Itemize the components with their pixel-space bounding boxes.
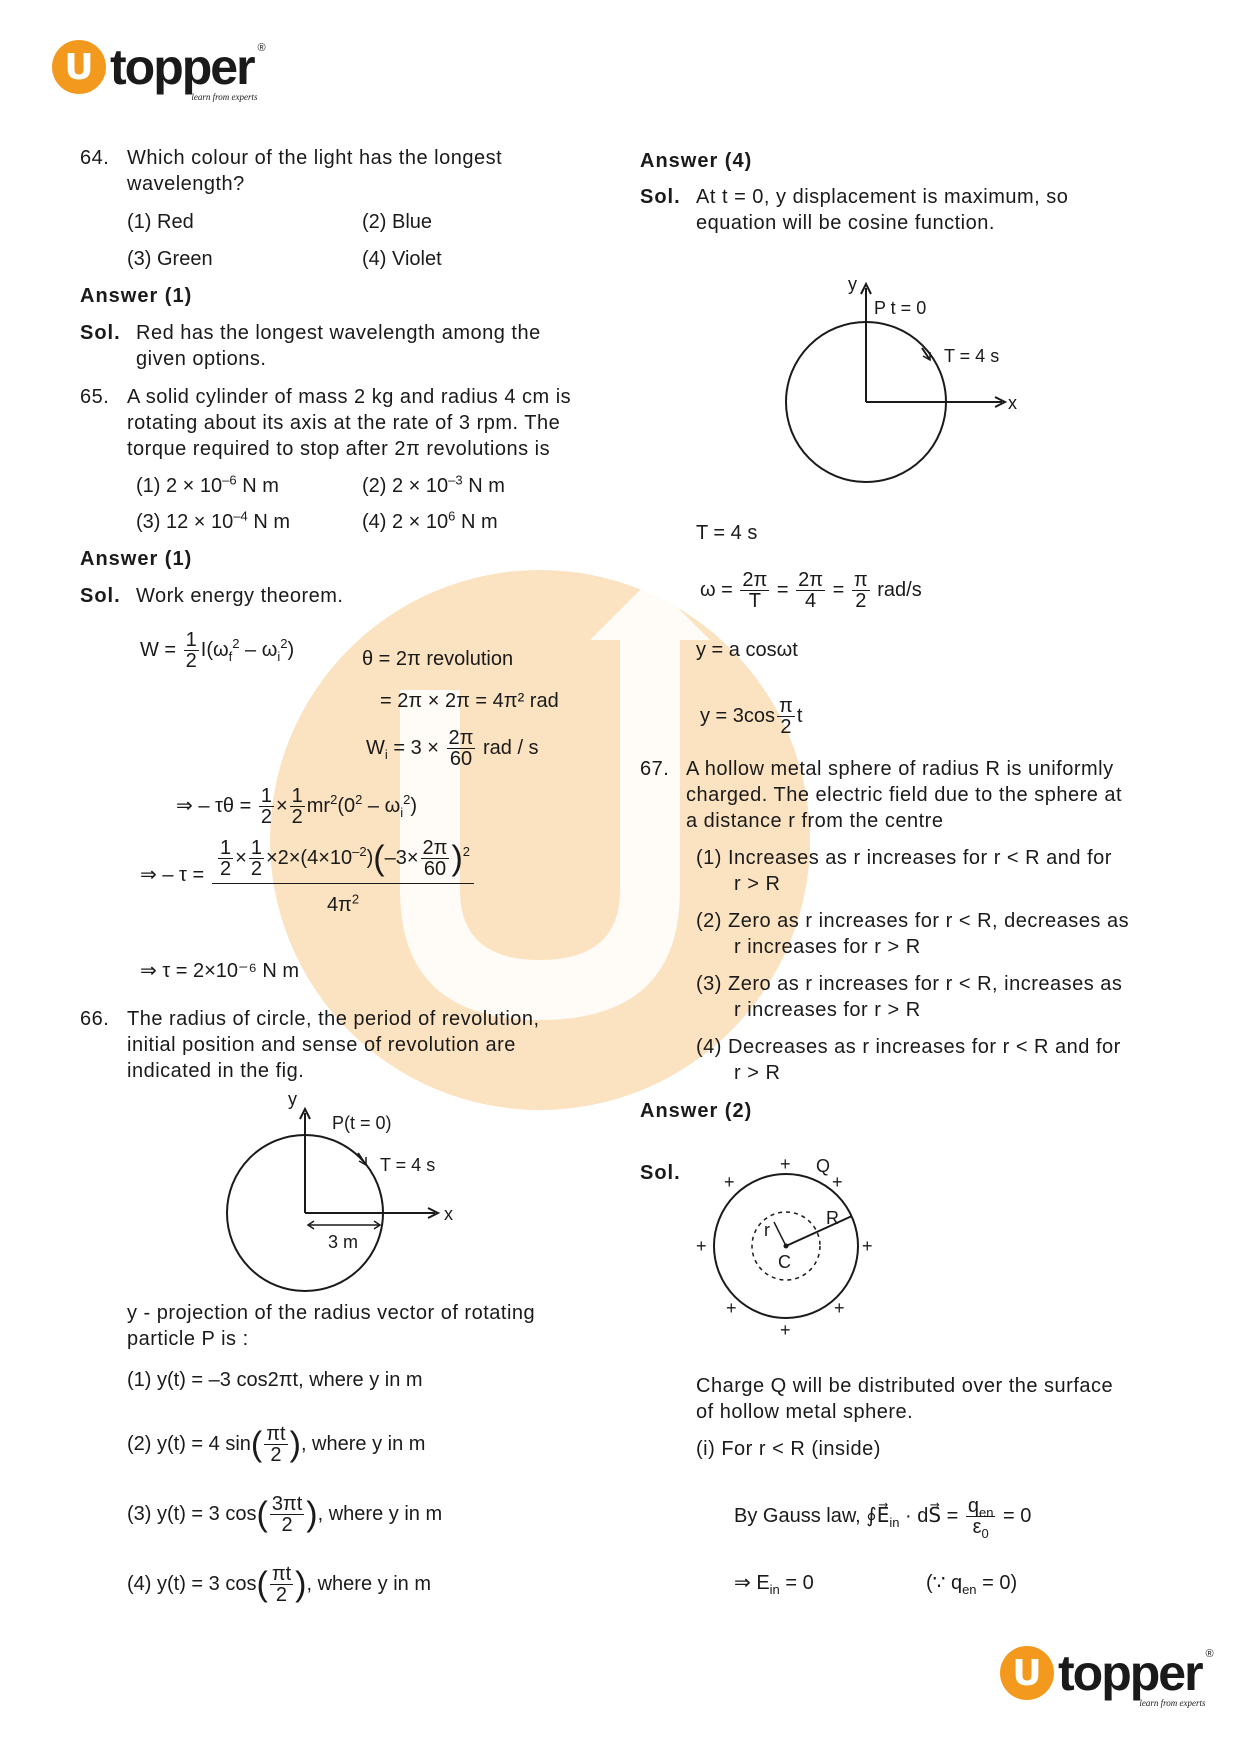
- q66-sol-fig-t-label: T = 4 s: [944, 346, 1000, 366]
- charge-line2: of hollow metal sphere.: [696, 1401, 914, 1423]
- q66-option-4: (4) y(t) = 3 cos( $\frac{\pi t}{2}$ ), where y in m: [127, 1563, 431, 1606]
- q67-text-line1: A hollow metal sphere of radius R is uniformly: [686, 758, 1114, 780]
- period-value: T = 4 s: [696, 522, 758, 544]
- case-inside: (i) For r < R (inside): [696, 1438, 881, 1460]
- q64-text-line2: wavelength?: [127, 173, 245, 195]
- q66-sol-fig-y-label: y: [848, 274, 857, 294]
- torque-result: ⇒ τ = 2×10⁻⁶ N m: [140, 960, 300, 982]
- q67-sol-label: Sol.: [640, 1162, 681, 1184]
- q64-option-1: (1) Red: [127, 211, 194, 233]
- brand-word: topper: [110, 39, 254, 95]
- q66-fig-x-label: x: [444, 1204, 453, 1224]
- q67-option-4b: r > R: [734, 1062, 781, 1084]
- torque-equation-step1: ⇒ – τθ = $\frac{1}{2}$ × $\frac{1}{2}$ $mr^2(0^2 - \omega_i^2)$: [176, 785, 417, 828]
- charge-line1: Charge Q will be distributed over the surface: [696, 1375, 1114, 1397]
- q64-option-3: (3) Green: [127, 248, 213, 270]
- q67-option-1b: r > R: [734, 873, 781, 895]
- q66-sol-circle-figure: [780, 270, 1040, 490]
- q66-answer: Answer (4): [640, 150, 753, 172]
- q67-fig-q-label: Q: [816, 1156, 831, 1176]
- q66-option-3: (3) y(t) = 3 cos( $\frac{3\pi t}{2}$ ), where y in m: [127, 1493, 443, 1536]
- gauss-law-equation: By Gauss law, $∮E⃗_{in}$ · dS⃗ = $\frac{q_{en}}{\varepsilon_0}$ = 0: [734, 1495, 1032, 1541]
- q64-option-2: (2) Blue: [362, 211, 433, 233]
- q66-circle-figure: [200, 1085, 480, 1325]
- q66-option-2: (2) y(t) = 4 sin( $\frac{\pi t}{2}$ ), where y in m: [127, 1423, 426, 1466]
- q67-option-3b: r increases for r > R: [734, 999, 921, 1021]
- q64-sol-label: Sol.: [80, 322, 121, 344]
- displacement-equation-2: y = 3cos $\frac{\pi}{2}$ t: [700, 695, 803, 738]
- q67-answer: Answer (2): [640, 1100, 753, 1122]
- q64-sol-line2: given options.: [136, 348, 267, 370]
- q64-number: 64.: [80, 147, 110, 169]
- q67-fig-plus-top-right: +: [832, 1172, 843, 1192]
- q66-fig-y-label: y: [288, 1089, 297, 1109]
- theta-line2: = 2π × 2π = 4π² rad: [380, 690, 559, 712]
- omega-equation: ω = $\frac{2\pi}{T}$ = $\frac{2\pi}{4}$ = $\frac{\pi}{2}$ rad/s: [700, 569, 922, 612]
- q65-option-4: (4) $2 \times 10^6$ N m: [362, 508, 498, 533]
- enclosed-charge-note: (∵ $q_{en} = 0$): [926, 1572, 1018, 1597]
- q66-number: 66.: [80, 1008, 110, 1030]
- q66-text-line1: The radius of circle, the period of revolution,: [127, 1008, 540, 1030]
- electric-field-inside: ⇒ $E_{in} = 0$: [734, 1572, 814, 1597]
- q67-number: 67.: [640, 758, 670, 780]
- q66-sol-line2: equation will be cosine function.: [696, 212, 995, 234]
- q65-option-1: (1) $2 \times 10^{-6}$ N m: [136, 472, 279, 497]
- q66-option-1: (1) y(t) = –3 cos2πt, where y in m: [127, 1369, 423, 1391]
- q66-sol-fig-p-label: P t = 0: [874, 298, 927, 318]
- q64-option-4: (4) Violet: [362, 248, 442, 270]
- q67-option-2a: (2) Zero as r increases for r < R, decreases as: [696, 910, 1130, 932]
- q66-sol-line1: At t = 0, y displacement is maximum, so: [696, 186, 1069, 208]
- displacement-equation-1: y = a cosωt: [696, 639, 798, 661]
- q65-text-line2: rotating about its axis at the rate of 3 rpm. The: [127, 412, 561, 434]
- q65-number: 65.: [80, 386, 110, 408]
- q67-fig-plus-bottom-right: +: [834, 1298, 845, 1318]
- q66-fig-p-label: P(t = 0): [332, 1113, 392, 1133]
- q67-option-1a: (1) Increases as r increases for r < R and for: [696, 847, 1112, 869]
- q66-sol-fig-x-label: x: [1008, 393, 1017, 413]
- q67-sphere-figure: [690, 1150, 890, 1350]
- q66-sol-label: Sol.: [640, 186, 681, 208]
- q66-proj-line1: y - projection of the radius vector of rotating: [127, 1302, 536, 1324]
- q65-text-line1: A solid cylinder of mass 2 kg and radius 4 cm is: [127, 386, 572, 408]
- q67-text-line2: charged. The electric field due to the sphere at: [686, 784, 1123, 806]
- brand-logo-bottom: [1000, 1644, 1214, 1708]
- brand-tagline: learn from experts: [191, 92, 258, 102]
- brand-logo: [52, 38, 266, 102]
- q67-fig-big-r-label: R: [826, 1208, 839, 1228]
- registered-mark: ®: [257, 42, 266, 54]
- q67-fig-plus-bottom: +: [780, 1320, 791, 1340]
- q64-text-line1: Which colour of the light has the longest: [127, 147, 503, 169]
- q67-option-2b: r increases for r > R: [734, 936, 921, 958]
- theta-line1: θ = 2π revolution: [362, 648, 514, 670]
- q67-option-3a: (3) Zero as r increases for r < R, increases as: [696, 973, 1123, 995]
- q66-fig-r-label: 3 m: [328, 1232, 359, 1252]
- q67-option-4a: (4) Decreases as r increases for r < R and for: [696, 1036, 1121, 1058]
- q65-text-line3: torque required to stop after 2π revolutions is: [127, 438, 551, 460]
- brand-u-icon: U: [52, 40, 106, 94]
- q65-sol-text: Work energy theorem.: [136, 585, 344, 607]
- brand-u-icon-bottom: U: [1000, 1646, 1054, 1700]
- torque-big-fraction: $\frac{1}{2}$ × $\frac{1}{2}$ $\times 2\times(4\times 10^{-2})(-3\times$ $\frac{2\pi}{60}$ )$^2$ $4\pi^2$: [212, 838, 474, 918]
- work-energy-equation: W = $\frac{1}{2}$ $I(\omega_f^2 - \omega_i^2)$: [140, 629, 295, 672]
- q67-fig-small-r-label: r: [764, 1220, 770, 1240]
- q64-sol-line1: Red has the longest wavelength among the: [136, 322, 541, 344]
- q67-fig-plus-top: +: [780, 1154, 791, 1174]
- q65-option-3: (3) $12 \times 10^{-4}$ N m: [136, 508, 290, 533]
- brand-tagline-bottom: learn from experts: [1139, 1698, 1206, 1708]
- torque-equation-step2: ⇒ – τ =: [140, 864, 205, 886]
- brand-word-bottom: topper: [1058, 1645, 1202, 1701]
- q64-answer: Answer (1): [80, 285, 193, 307]
- q67-fig-plus-right: +: [862, 1236, 873, 1256]
- q67-fig-plus-top-left: +: [724, 1172, 735, 1192]
- q67-fig-center-label: C: [778, 1252, 791, 1272]
- q66-text-line3: indicated in the fig.: [127, 1060, 305, 1082]
- q66-fig-t-label: T = 4 s: [380, 1155, 436, 1175]
- q66-proj-line2: particle P is :: [127, 1328, 249, 1350]
- omega-initial-equation: $W_i = 3$ × $\frac{2\pi}{60}$ rad / s: [366, 727, 539, 770]
- q66-text-line2: initial position and sense of revolution are: [127, 1034, 516, 1056]
- q67-fig-plus-left: +: [696, 1236, 707, 1256]
- q65-option-2: (2) $2 \times 10^{-3}$ N m: [362, 472, 505, 497]
- q65-answer: Answer (1): [80, 548, 193, 570]
- registered-mark-bottom: ®: [1205, 1648, 1214, 1660]
- q65-sol-label: Sol.: [80, 585, 121, 607]
- q67-text-line3: a distance r from the centre: [686, 810, 944, 832]
- q67-fig-plus-bottom-left: +: [726, 1298, 737, 1318]
